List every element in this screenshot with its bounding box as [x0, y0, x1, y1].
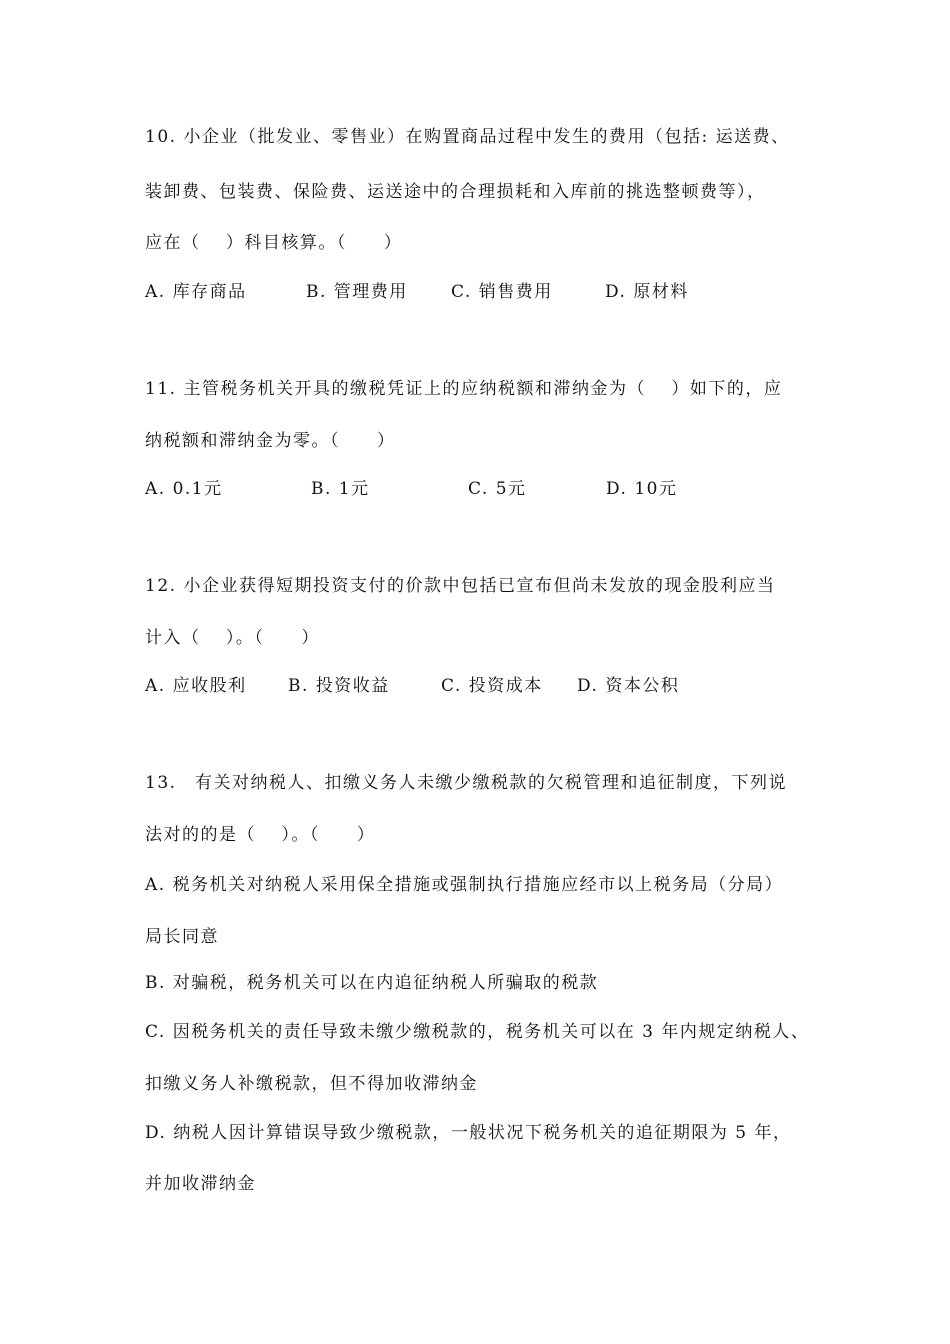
option-b: B. 对骗税，税务机关可以在内追征纳税人所骗取的税款	[145, 973, 599, 993]
question-text-line: 11. 主管税务机关开具的缴税凭证上的应纳税额和滞纳金为（ ）如下的，应	[145, 379, 783, 399]
option-d: D. 10元	[606, 479, 678, 499]
option-c: C. 销售费用	[451, 282, 553, 302]
option-a: A. 0.1元	[145, 479, 223, 499]
option-d-continued: 并加收滞纳金	[145, 1174, 256, 1194]
question-text-line: 计入（ ）。（ ）	[145, 628, 320, 648]
question-text-line: 10. 小企业（批发业、零售业）在购置商品过程中发生的费用（包括: 运送费、	[145, 127, 790, 147]
question-text-line: 法对的的是（ ）。（ ）	[145, 825, 376, 845]
option-c-continued: 扣缴义务人补缴税款，但不得加收滞纳金	[145, 1074, 478, 1094]
option-d: D. 资本公积	[577, 676, 680, 696]
option-b: B. 1元	[311, 479, 370, 499]
option-b: B. 管理费用	[306, 282, 408, 302]
option-c: C. 因税务机关的责任导致未缴少缴税款的，税务机关可以在 3 年内规定纳税人、	[145, 1022, 810, 1042]
option-a-continued: 局长同意	[145, 927, 219, 947]
option-b: B. 投资收益	[288, 676, 390, 696]
option-a: A. 库存商品	[145, 282, 247, 302]
option-c: C. 投资成本	[441, 676, 543, 696]
option-a: A. 税务机关对纳税人采用保全措施或强制执行措施应经市以上税务局（分局）	[145, 875, 784, 895]
question-text-line: 应在（ ）科目核算。（ ）	[145, 233, 403, 253]
option-d: D. 原材料	[605, 282, 689, 302]
option-d: D. 纳税人因计算错误导致少缴税款，一般状况下税务机关的追征期限为 5 年，	[145, 1123, 792, 1143]
question-text-line: 纳税额和滞纳金为零。（ ）	[145, 431, 396, 451]
question-text-line: 13. 有关对纳税人、扣缴义务人未缴少缴税款的欠税管理和追征制度，下列说	[145, 773, 788, 793]
question-text-line: 12. 小企业获得短期投资支付的价款中包括已宣布但尚未发放的现金股利应当	[145, 576, 776, 596]
option-c: C. 5元	[468, 479, 527, 499]
question-text-line: 装卸费、包装费、保险费、运送途中的合理损耗和入库前的挑选整顿费等），	[145, 182, 766, 202]
option-a: A. 应收股利	[145, 676, 247, 696]
